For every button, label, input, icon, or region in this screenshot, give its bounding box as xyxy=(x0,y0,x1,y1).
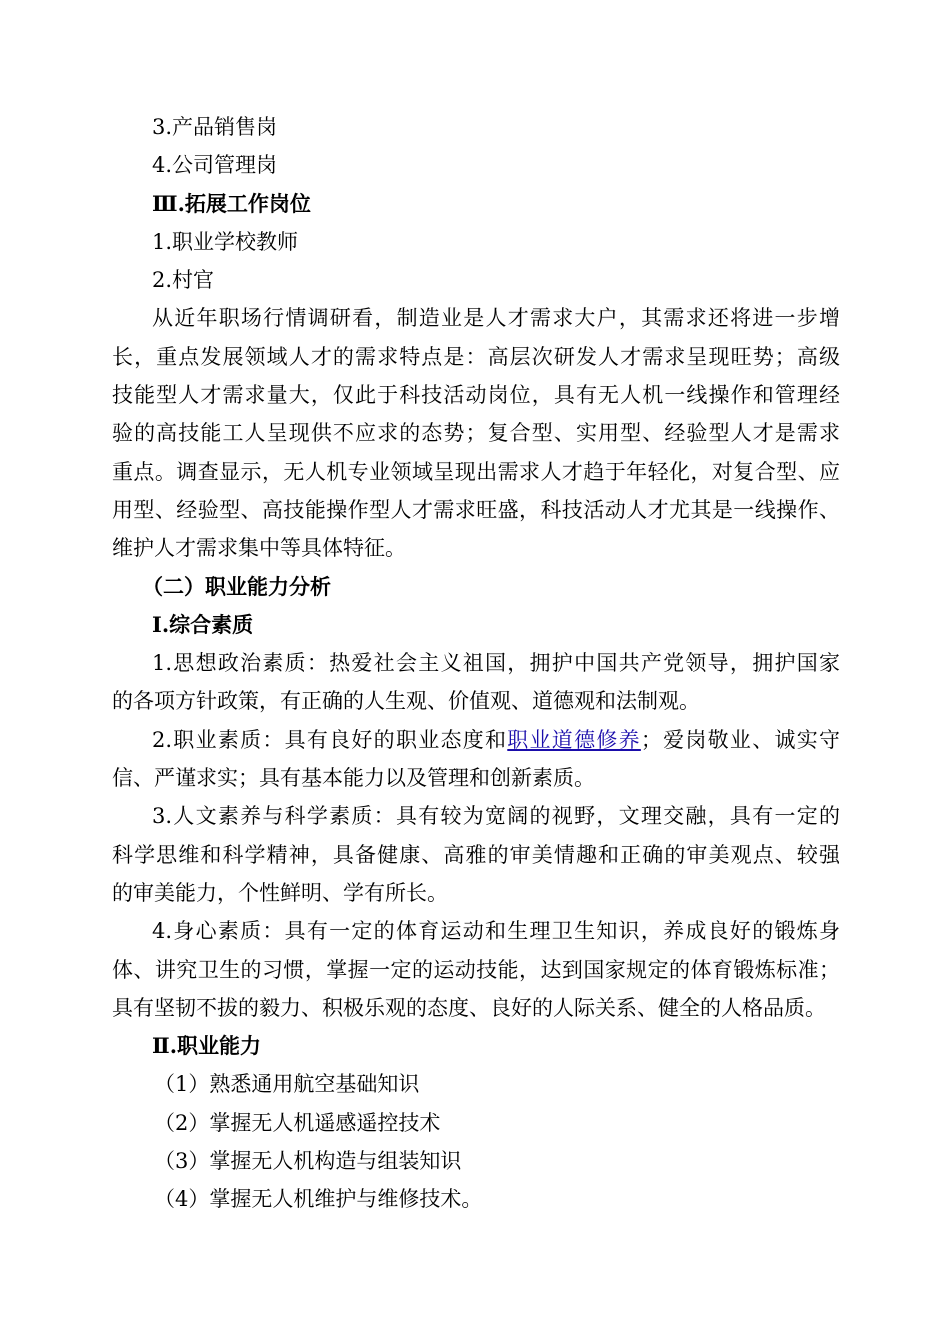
paragraph-line: 从近年职场行情调研看，制造业是人才需求大户，其需求还将进一步增 xyxy=(152,306,840,331)
ability-item-2: （2）掌握无人机遥感遥控技术 xyxy=(154,1110,441,1135)
ability-item-1: （1）熟悉通用航空基础知识 xyxy=(154,1072,420,1097)
job-item-3: 3.产品销售岗 xyxy=(152,115,278,139)
paragraph-line: 维护人才需求集中等具体特征。 xyxy=(112,536,406,561)
paragraph-line: 长，重点发展领域人才的需求特点是：高层次研发人才需求呈现旺势；高级 xyxy=(112,344,840,369)
subsection-heading-comprehensive-quality: Ⅰ.综合素质 xyxy=(152,611,254,637)
quality-paragraph-4 xyxy=(112,912,840,1027)
text-segment: 2.职业素质：具有良好的职业态度和 xyxy=(152,727,508,752)
professional-ethics-link[interactable]: 职业道德修养 xyxy=(507,727,641,752)
paragraph-line: 用型、经验型、高技能操作型人才需求旺盛，科技活动人才尤其是一线操作、 xyxy=(112,497,840,522)
ability-item-3: （3）掌握无人机构造与组装知识 xyxy=(154,1149,462,1174)
paragraph-line: 科学思维和科学精神，具备健康、高雅的审美情趣和正确的审美观点、较强 xyxy=(112,842,840,867)
paragraph-line: 技能型人才需求量大，仅此于科技活动岗位，具有无人机一线操作和管理经 xyxy=(112,383,840,408)
ability-item-4: （4）掌握无人机维护与维修技术。 xyxy=(154,1187,483,1212)
job-item-4: 4.公司管理岗 xyxy=(152,153,278,178)
quality-paragraph-3 xyxy=(112,797,840,912)
paragraph-line: 的审美能力，个性鲜明、学有所长。 xyxy=(112,880,448,905)
text-segment: ；爱岗敬业、诚实守 xyxy=(640,727,840,752)
paragraph-line: 信、严谨求实；具有基本能力以及管理和创新素质。 xyxy=(112,766,595,791)
extended-job-item-1: 1.职业学校教师 xyxy=(152,229,299,254)
subsection-heading-professional-ability: Ⅱ.职业能力 xyxy=(152,1033,262,1059)
paragraph-line: 的各项方针政策，有正确的人生观、价值观、道德观和法制观。 xyxy=(112,689,700,714)
paragraph-line: 4.身心素质：具有一定的体育运动和生理卫生知识，养成良好的锻炼身 xyxy=(152,919,840,944)
paragraph-line: 体、讲究卫生的习惯，掌握一定的运动技能，达到国家规定的体育锻炼标准； xyxy=(112,957,840,982)
paragraph-line: 1.思想政治素质：热爱社会主义祖国，拥护中国共产党领导，拥护国家 xyxy=(152,651,840,676)
paragraph-line: 验的高技能工人呈现供不应求的态势；复合型、实用型、经验型人才是需求 xyxy=(112,421,840,446)
quality-paragraph-1 xyxy=(112,644,840,721)
extended-job-item-2: 2.村官 xyxy=(152,268,215,293)
paragraph-line: 重点。调查显示，无人机专业领域呈现出需求人才趋于年轻化，对复合型、应 xyxy=(112,459,840,484)
paragraph-line: 具有坚韧不拔的毅力、积极乐观的态度、良好的人际关系、健全的人格品质。 xyxy=(112,995,826,1020)
section-heading-ability-analysis: （二）职业能力分析 xyxy=(142,573,331,599)
section-heading-extended-jobs: Ⅲ.拓展工作岗位 xyxy=(152,190,311,216)
quality-paragraph-2 xyxy=(112,721,840,798)
paragraph-line: 3.人文素养与科学素质：具有较为宽阔的视野，文理交融，具有一定的 xyxy=(152,804,840,829)
paragraph-line xyxy=(112,721,840,759)
market-analysis-paragraph xyxy=(112,299,840,567)
document-body xyxy=(112,108,840,1219)
